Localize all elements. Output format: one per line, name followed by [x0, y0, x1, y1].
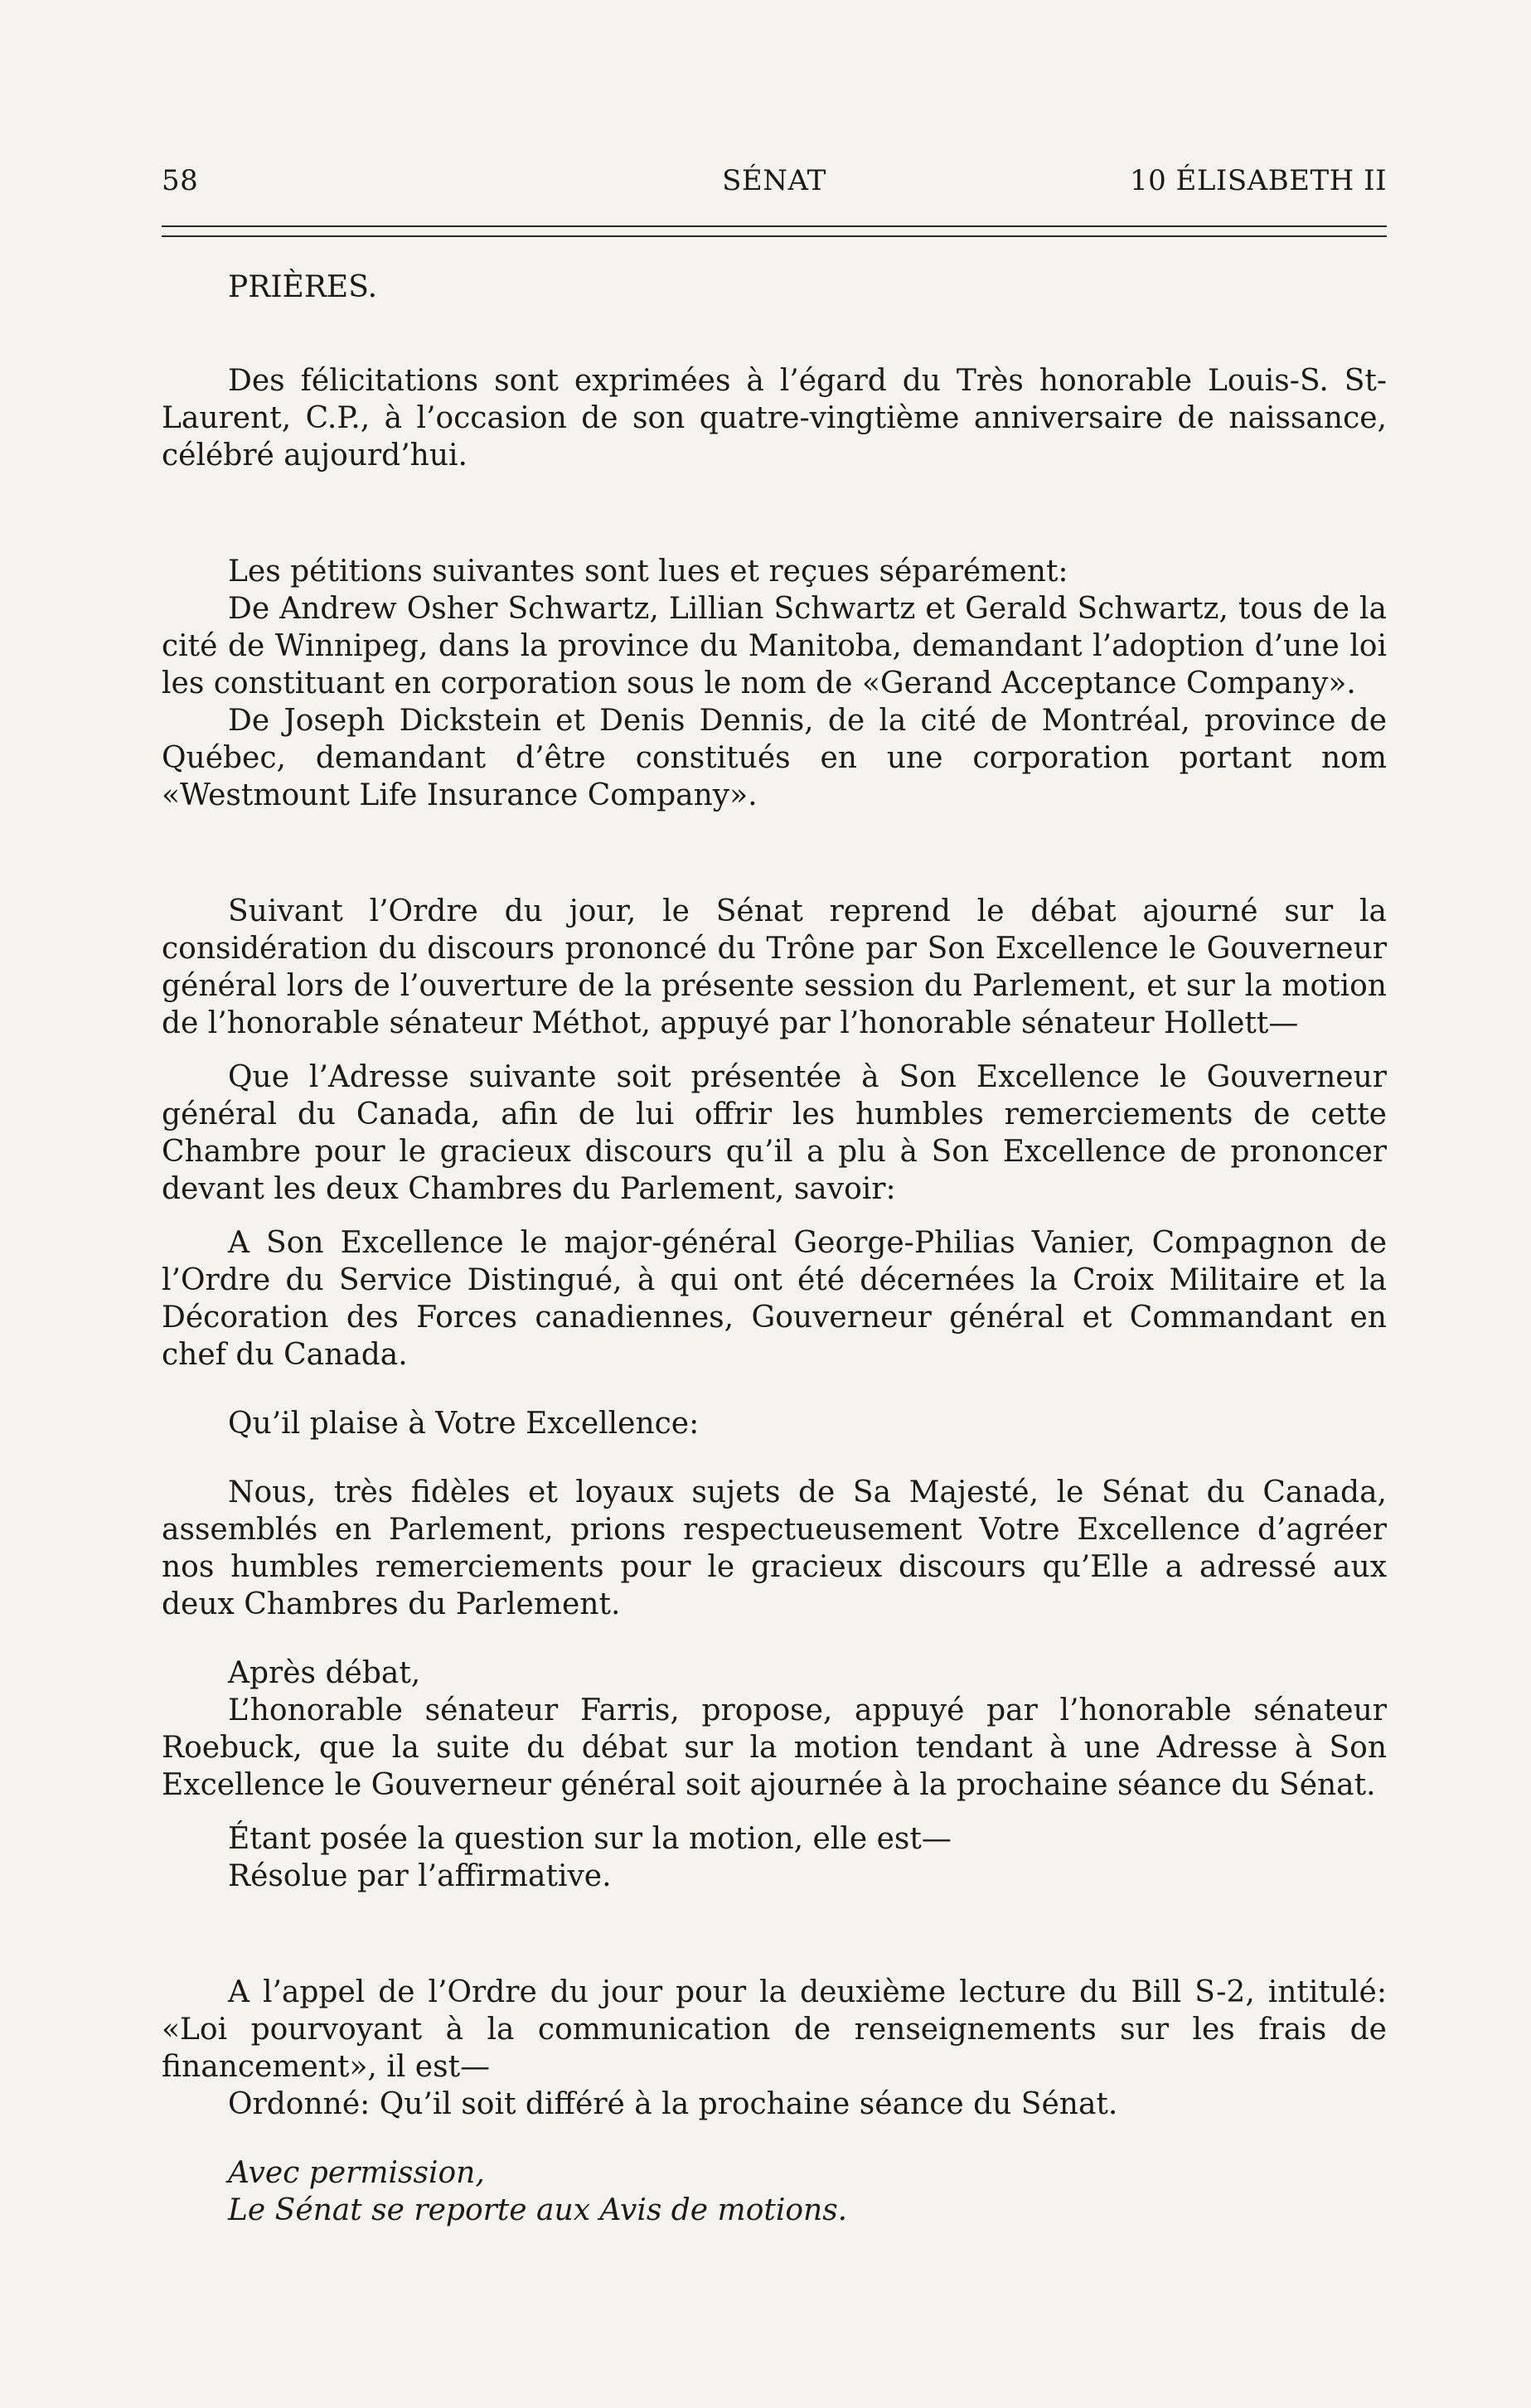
resolved-line: Résolue par l’affirmative.	[228, 1859, 612, 1893]
bill-s2-paragraph: A l’appel de l’Ordre du jour pour la deuxième lecture du Bill S-2, intitulé: «Loi pourvoyant à la communication de renseignements sur les frais de financement», il est—	[162, 1975, 1387, 2084]
page-header	[162, 164, 1387, 206]
after-debate-line: Après débat,	[228, 1656, 421, 1690]
order-of-day-paragraph: Suivant l’Ordre du jour, le Sénat reprend le débat ajourné sur la considération du discours prononcé du Trône par Son Excellence le Gouverneur général lors de l’ouverture de la présente session du Parlement, et sur la motion de l’honorable sénateur Méthot, appuyé par l’honorable sénateur Hollett—	[162, 894, 1387, 1040]
journal-body	[162, 269, 1387, 2229]
petition-dickstein: De Joseph Dickstein et Denis Dennis, de la cité de Montréal, province de Québec, demandant d’être constitués en une corporation portant nom «Westmount Life Insurance Company».	[162, 704, 1387, 812]
header-double-rule	[162, 225, 1387, 237]
page-title: SÉNAT	[722, 164, 826, 197]
question-put-line: Étant posée la question sur la motion, elle est—	[228, 1822, 952, 1856]
notices-of-motion-line: Le Sénat se reporte aux Avis de motions.	[228, 2193, 848, 2227]
page-number: 58	[162, 164, 199, 197]
may-it-please-paragraph: Qu’il plaise à Votre Excellence:	[228, 1407, 700, 1441]
prayers-heading: PRIÈRES.	[228, 270, 378, 304]
with-leave-line: Avec permission,	[228, 2156, 485, 2190]
loyal-subjects-paragraph: Nous, très fidèles et loyaux sujets de Sa Majesté, le Sénat du Canada, assemblés en Parlement, prions respectueusement Votre Excellence d’agréer nos humbles remerciements pour le gracieux discours qu’Elle a adressé aux deux Chambres du Parlement.	[162, 1475, 1387, 1621]
governor-general-paragraph: A Son Excellence le major-général George-Philias Vanier, Compagnon de l’Ordre du Service Distingué, à qui ont été décernées la Croix Militaire et la Décoration des Forces canadiennes, Gouverneur général et Commandant en chef du Canada.	[162, 1226, 1387, 1372]
petition-schwartz: De Andrew Osher Schwartz, Lillian Schwartz et Gerald Schwartz, tous de la cité de Winnipeg, dans la province du Manitoba, demandant l’adoption d’une loi les constituant en corporation sous le nom de «Gerand Acceptance Company».	[162, 592, 1387, 700]
address-paragraph: Que l’Adresse suivante soit présentée à Son Excellence le Gouverneur général du Canada, afin de lui offrir les humbles remerciements de cette Chambre pour le gracieux discours qu’il a plu à Son Excellence de prononcer devant les deux Chambres du Parlement, savoir:	[162, 1060, 1387, 1206]
congratulations-paragraph: Des félicitations sont exprimées à l’égard du Très honorable Louis-S. St-Laurent, C.P., à l’occasion de son quatre-vingtième anniversaire de naissance, célébré aujourd’hui.	[162, 364, 1387, 472]
farris-motion-paragraph: L’honorable sénateur Farris, propose, appuyé par l’honorable sénateur Roebuck, que la suite du débat sur la motion tendant à une Adresse à Son Excellence le Gouverneur général soit ajournée à la prochaine séance du Sénat.	[162, 1693, 1387, 1802]
petitions-intro: Les pétitions suivantes sont lues et reçues séparément:	[228, 555, 1068, 589]
ordered-line: Ordonné: Qu’il soit différé à la prochaine séance du Sénat.	[228, 2087, 1118, 2121]
regnal-year: 10 ÉLISABETH II	[1129, 164, 1387, 197]
